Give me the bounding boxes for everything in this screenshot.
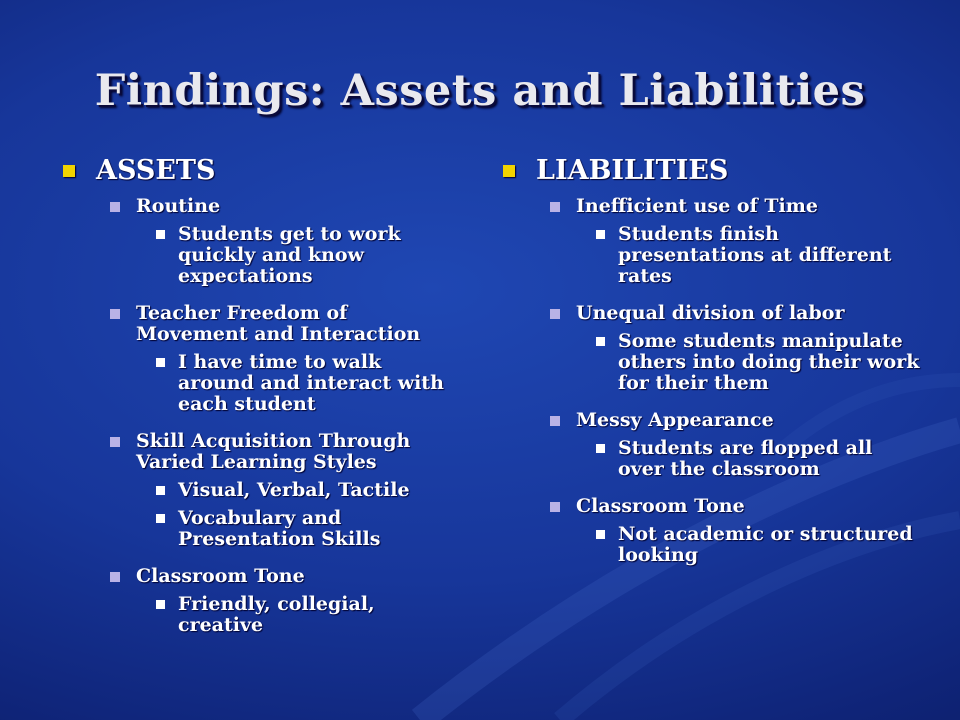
liability-item: Classroom Tone: [550, 496, 920, 517]
liabilities-column: [500, 156, 920, 566]
square-bullet-icon: [156, 514, 165, 523]
square-bullet-icon: [110, 437, 120, 447]
square-bullet-icon: [110, 202, 120, 212]
square-bullet-icon: [110, 572, 120, 582]
asset-item: Routine: [110, 196, 460, 217]
liability-subitem: Some students manipulate others into doing their work for their them: [596, 331, 920, 394]
square-bullet-icon: [503, 165, 515, 177]
asset-item: Classroom Tone: [110, 566, 460, 587]
liability-item: Messy Appearance: [550, 410, 920, 431]
liability-subitem: Students finish presentations at different rates: [596, 224, 920, 287]
asset-subitem: Vocabulary and Presentation Skills: [156, 508, 460, 550]
asset-item: Skill Acquisition Through Varied Learning Styles: [110, 431, 460, 473]
assets-heading: ASSETS: [60, 156, 460, 186]
liability-subitem: Students are flopped all over the classroom: [596, 438, 920, 480]
square-bullet-icon: [550, 309, 560, 319]
square-bullet-icon: [550, 502, 560, 512]
liability-subitem: Not academic or structured looking: [596, 524, 920, 566]
square-bullet-icon: [550, 416, 560, 426]
slide-title: Findings: Assets and Liabilities: [94, 66, 866, 116]
asset-item: Teacher Freedom of Movement and Interaction: [110, 303, 460, 345]
liability-item: Inefficient use of Time: [550, 196, 920, 217]
assets-column: [60, 156, 460, 636]
square-bullet-icon: [156, 358, 165, 367]
square-bullet-icon: [596, 444, 605, 453]
square-bullet-icon: [63, 165, 75, 177]
square-bullet-icon: [596, 230, 605, 239]
asset-subitem: Students get to work quickly and know expectations: [156, 224, 460, 287]
square-bullet-icon: [596, 530, 605, 539]
asset-subitem: Friendly, collegial, creative: [156, 594, 460, 636]
asset-subitem: Visual, Verbal, Tactile: [156, 480, 460, 501]
liability-item: Unequal division of labor: [550, 303, 920, 324]
liabilities-heading: LIABILITIES: [500, 156, 920, 186]
square-bullet-icon: [596, 337, 605, 346]
square-bullet-icon: [156, 230, 165, 239]
square-bullet-icon: [156, 600, 165, 609]
asset-subitem: I have time to walk around and interact with each student: [156, 352, 460, 415]
square-bullet-icon: [550, 202, 560, 212]
square-bullet-icon: [156, 486, 165, 495]
square-bullet-icon: [110, 309, 120, 319]
